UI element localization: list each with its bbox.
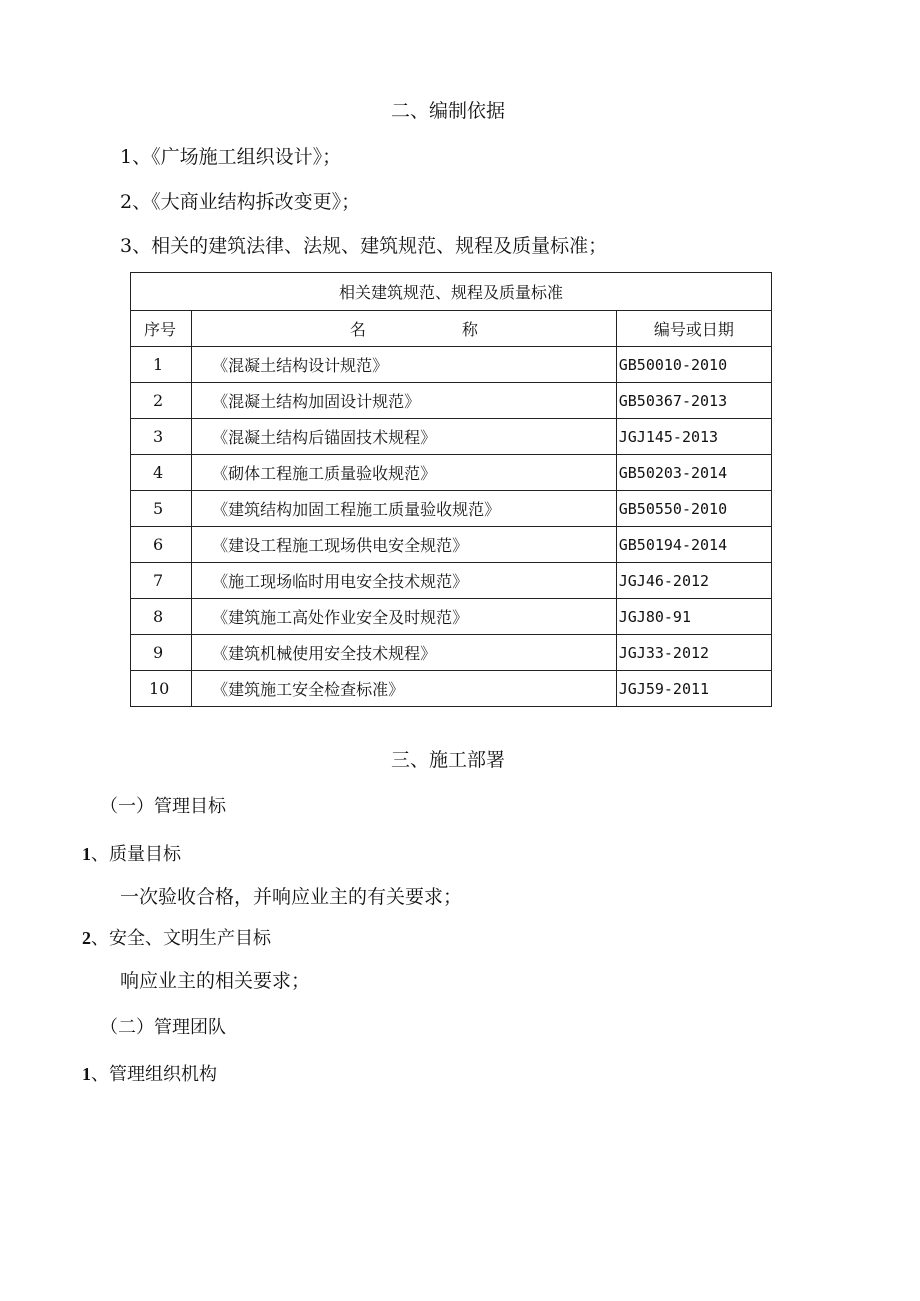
org-structure-number: 1 [82,1064,91,1084]
header-number: 序号 [131,311,192,347]
section-heading-basis: 二、编制依据 [391,100,506,122]
subheading-management-team: （二）管理团队 [100,1017,226,1038]
row-number: 8 [131,599,192,635]
row-number: 6 [131,527,192,563]
row-code: GB50194-2014 [616,527,771,563]
table-row [131,455,772,491]
safety-goal-number: 2 [82,928,91,948]
row-number: 3 [131,419,192,455]
row-number: 1 [131,347,192,383]
row-name: 《混凝土结构加固设计规范》 [192,383,617,419]
table-header-row [131,311,772,347]
row-code: GB50367-2013 [616,383,771,419]
basis-item-2: 2、《大商业结构拆改变更》； [120,191,361,213]
row-code: GB50203-2014 [616,455,771,491]
row-code: JGJ46-2012 [616,563,771,599]
table-row [131,347,772,383]
header-code-date: 编号或日期 [616,311,771,347]
org-structure-label: 、管理组织机构 [91,1064,217,1085]
row-name: 《建筑施工安全检查标准》 [192,671,617,707]
table-row [131,563,772,599]
quality-goal-number: 1 [82,844,91,864]
row-name: 《建筑施工高处作业安全及时规范》 [192,599,617,635]
basis-item-1: 1、《广场施工组织设计》； [120,146,342,168]
section-heading-deployment: 三、施工部署 [391,749,506,771]
row-name: 《施工现场临时用电安全技术规范》 [192,563,617,599]
basis-item-3: 3、相关的建筑法律、法规、建筑规范、规程及质量标准； [120,235,608,257]
safety-goal-label: 、安全、文明生产目标 [91,928,271,949]
row-number: 5 [131,491,192,527]
row-code: JGJ59-2011 [616,671,771,707]
quality-goal-text: 一次验收合格，并响应业主的有关要求； [120,886,463,908]
row-code: JGJ80-91 [616,599,771,635]
safety-goal-text: 响应业主的相关要求； [120,970,311,992]
row-number: 7 [131,563,192,599]
safety-goal-heading [82,924,271,950]
table-title: 相关建筑规范、规程及质量标准 [131,273,772,311]
row-number: 10 [131,671,192,707]
header-name: 名 称 [192,311,617,347]
row-number: 4 [131,455,192,491]
table-row [131,419,772,455]
subheading-management-goals: （一）管理目标 [100,796,226,817]
row-name: 《砌体工程施工质量验收规范》 [192,455,617,491]
org-structure-heading [82,1060,217,1086]
quality-goal-heading [82,840,181,866]
row-code: JGJ33-2012 [616,635,771,671]
row-code: JGJ145-2013 [616,419,771,455]
table-row [131,383,772,419]
table-row [131,635,772,671]
standards-table [130,272,772,707]
row-code: GB50550-2010 [616,491,771,527]
table-row [131,671,772,707]
row-name: 《建筑结构加固工程施工质量验收规范》 [192,491,617,527]
row-name: 《建筑机械使用安全技术规程》 [192,635,617,671]
table-row [131,491,772,527]
table-row [131,599,772,635]
table-row [131,527,772,563]
row-code: GB50010-2010 [616,347,771,383]
row-name: 《混凝土结构后锚固技术规程》 [192,419,617,455]
quality-goal-label: 、质量目标 [91,844,181,865]
row-number: 2 [131,383,192,419]
row-name: 《混凝土结构设计规范》 [192,347,617,383]
row-name: 《建设工程施工现场供电安全规范》 [192,527,617,563]
row-number: 9 [131,635,192,671]
